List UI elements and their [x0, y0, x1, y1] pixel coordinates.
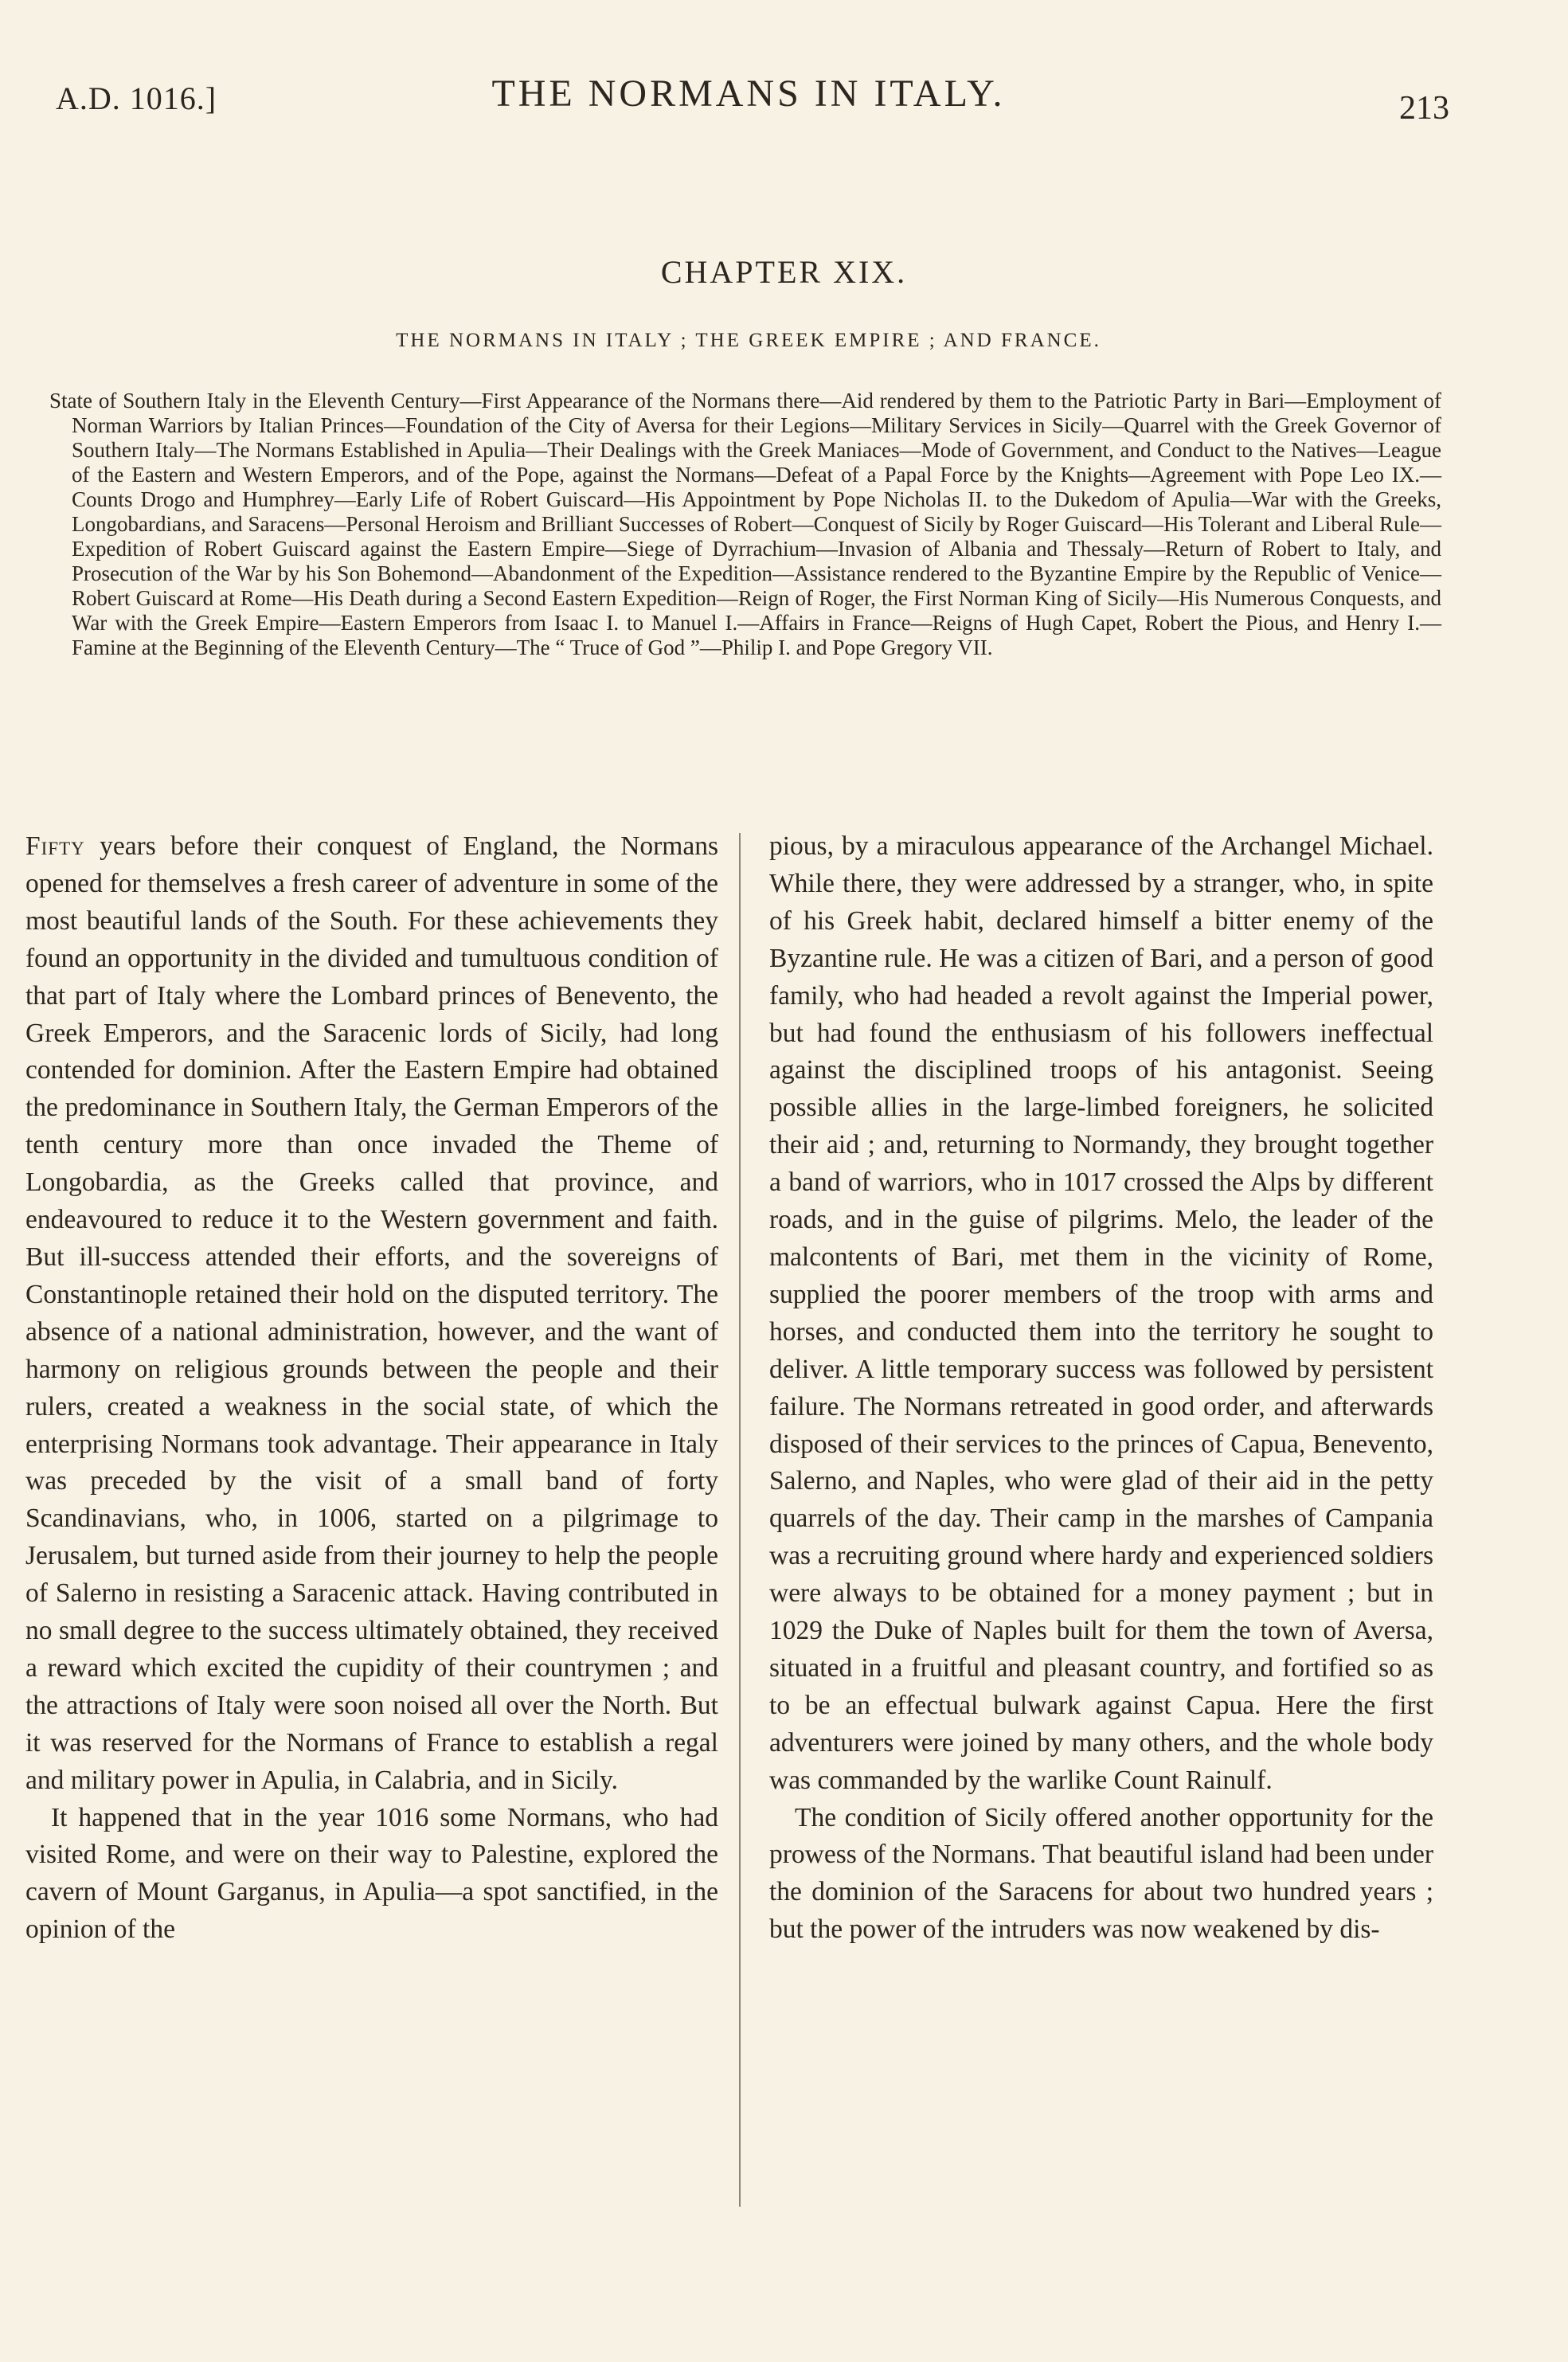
- paragraph-lead-word: Fifty: [25, 831, 85, 861]
- right-column: [769, 828, 1433, 1949]
- page-number: 213: [1399, 90, 1449, 127]
- header-title: THE NORMANS IN ITALY.: [491, 72, 1006, 115]
- left-column: [25, 828, 718, 1949]
- column-divider: [739, 833, 741, 2207]
- header-date: A.D. 1016.]: [56, 80, 217, 116]
- paragraph: [25, 828, 718, 1800]
- paragraph-text: years before their conquest of England, the Normans opened for themselves a fresh career of adventure in some of the most beautiful lands of the South. For these achievements they found an opportunity in the divided and tumultuous condition of that part of Italy where the Lombard princes of Benevento, the Greek Emperors, and the Saracenic lords of Sicily, had long contended for dominion. After the Eastern Empire had obtained the predominance in Southern Italy, the German Emperors of the tenth century more than once invaded the Theme of Longobardia, as the Greeks called that province, and endeavoured to reduce it to the Western government and faith. But ill-success attended their efforts, and the sovereigns of Constantinople retained their hold on the disputed territory. The absence of a national administration, however, and the want of harmony on religious grounds between the people and their rulers, created a weakness in the social state, of which the enterprising Normans took advantage. Their appearance in Italy was preceded by the visit of a small band of forty Scandinavians, who, in 1006, started on a pilgrimage to Jerusalem, but turned aside from their journey to help the people of Salerno in resisting a Saracenic attack. Having contributed in no small degree to the success ultimately obtained, they received a reward which excited the cupidity of their countrymen ; and the attractions of Italy were soon noised all over the North. But it was reserved for the Normans of France to establish a regal and military power in Apulia, in Calabria, and in Sicily.: [25, 831, 718, 1795]
- paragraph: It happened that in the year 1016 some Normans, who had visited Rome, and were on their way to Palestine, explored the cavern of Mount Garganus, in Apulia—a spot sanctified, in the opinion of the: [25, 1802, 718, 1945]
- running-header: [56, 72, 1449, 127]
- paragraph: pious, by a miraculous appearance of the Archangel Michael. While there, they were addressed by a stranger, who, in spite of his Greek habit, declared himself a bitter enemy of the Byzantine rule. He was a citizen of Bari, and a person of good family, who had headed a revolt against the Imperial power, but had found the enthusiasm of his followers ineffectual against the disciplined troops of his antagonist. Seeing possible allies in the large-limbed foreigners, he solicited their aid ; and, returning to Normandy, they brought together a band of warriors, who in 1017 crossed the Alps by different roads, and in the guise of pilgrims. Melo, the leader of the malcontents of Bari, met them in the vicinity of Rome, supplied the poorer members of the troop with arms and horses, and conducted them into the territory he sought to deliver. A little temporary success was followed by persistent failure. The Normans retreated in good order, and afterwards disposed of their services to the princes of Capua, Benevento, Salerno, and Naples, who were glad of their aid in the petty quarrels of the day. Their camp in the marshes of Campania was a recruiting ground where hardy and experienced soldiers were always to be obtained for a money payment ; but in 1029 the Duke of Naples built for them the town of Aversa, situated in a fruitful and pleasant country, and fortified so as to be an effectual bulwark against Capua. Here the first adventurers were joined by many others, and the whole body was commanded by the warlike Count Rainulf.: [769, 831, 1433, 1795]
- chapter-synopsis: State of Southern Italy in the Eleventh Century—First Appearance of the Normans there—Aid rendered by them to the Patriotic Party in Bari—Employment of Norman Warriors by Italian Princes—Foundation of the City of Aversa for their Legions—Military Services in Sicily—Quarrel with the Greek Governor of Southern Italy—The Normans Established in Apulia—Their Dealings with the Greek Maniaces—Mode of Government, and Conduct to the Natives—League of the Eastern and Western Emperors, and of the Pope, against the Normans—Defeat of a Papal Force by the Knights—Agreement with Pope Leo IX.—Counts Drogo and Humphrey—Early Life of Robert Guiscard—His Appointment by Pope Nicholas II. to the Dukedom of Apulia—War with the Greeks, Longobardians, and Saracens—Personal Heroism and Brilliant Successes of Robert—Conquest of Sicily by Roger Guiscard—His Tolerant and Liberal Rule—Expedition of Robert Guiscard against the Eastern Empire—Siege of Dyrrachium—Invasion of Albania and Thessaly—Return of Robert to Italy, and Prosecution of the War by his Son Bohemond—Abandonment of the Expedition—Assistance rendered to the Byzantine Empire by the Republic of Venice—Robert Guiscard at Rome—His Death during a Second Eastern Expedition—Reign of Roger, the First Norman King of Sicily—His Numerous Conquests, and War with the Greek Empire—Eastern Emperors from Isaac I. to Manuel I.—Affairs in France—Reigns of Hugh Capet, Robert the Pious, and Henry I.—Famine at the Beginning of the Eleventh Century—The “ Truce of God ”—Philip I. and Pope Gregory VII.: [49, 389, 1441, 659]
- paragraph: The condition of Sicily offered another opportunity for the prowess of the Normans. That beautiful island had been under the dominion of the Saracens for about two hundred years ; but the power of the intruders was now weakened by dis-: [769, 1802, 1433, 1945]
- chapter-title: CHAPTER XIX.: [660, 254, 908, 290]
- chapter-subtitle: THE NORMANS IN ITALY ; THE GREEK EMPIRE ; AND FRANCE.: [396, 330, 1101, 351]
